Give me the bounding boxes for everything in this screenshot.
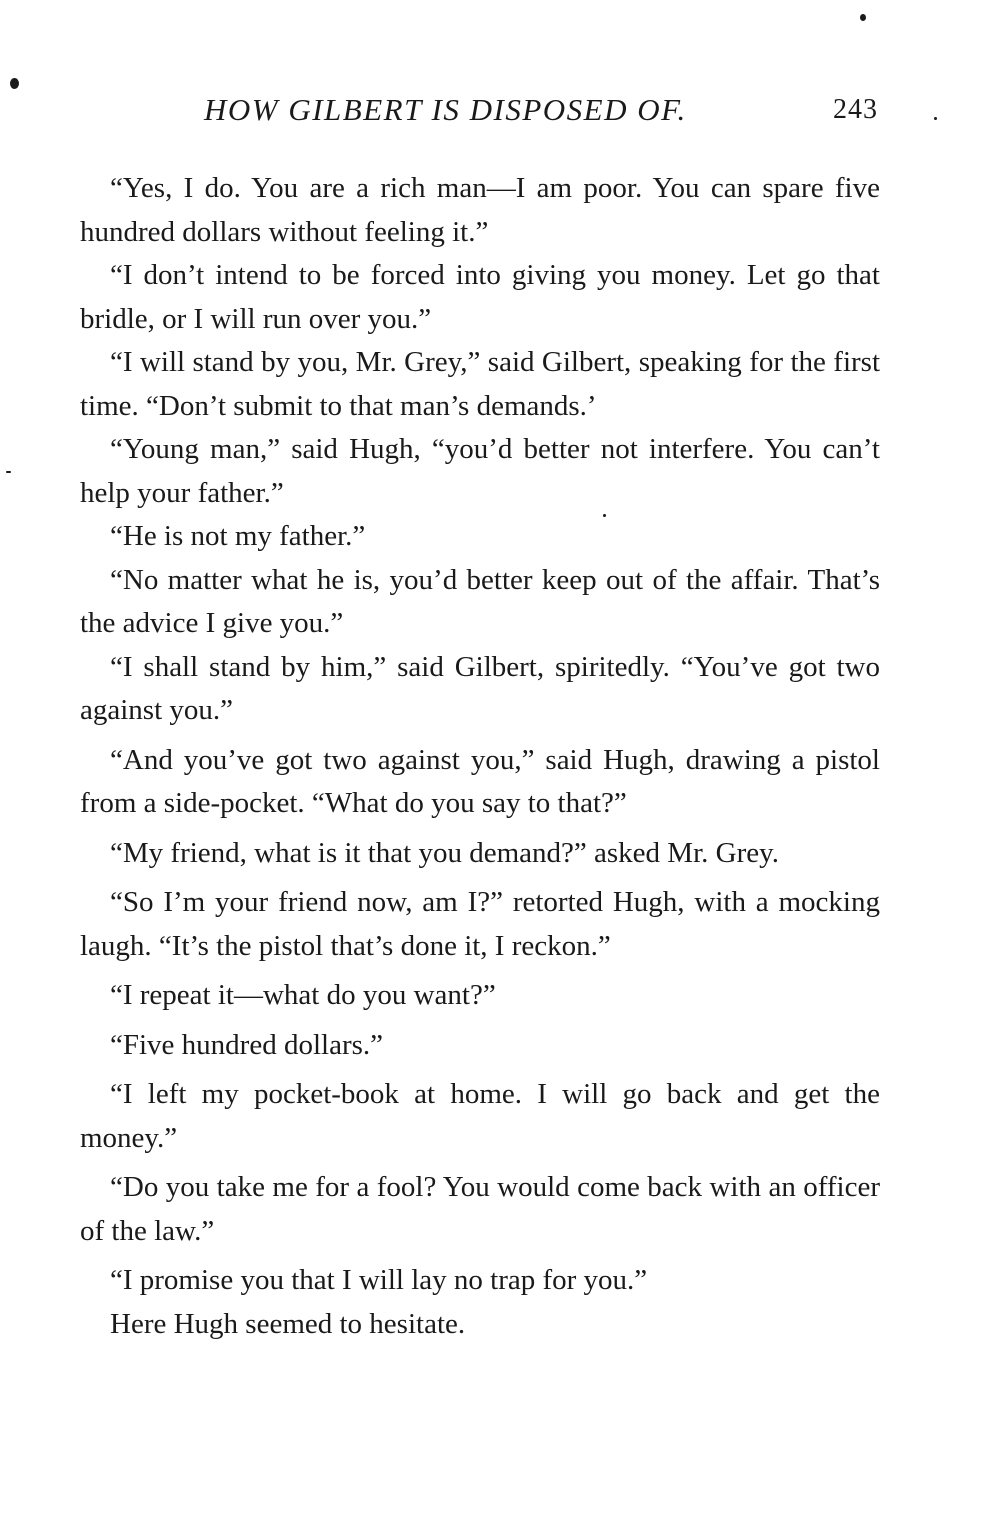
- text-body: [80, 167, 880, 1346]
- paragraph: “I left my pocket-book at home. I will go back and get the money.”: [80, 1078, 880, 1154]
- paragraph: “My friend, what is it that you demand?” asked Mr. Grey.: [110, 836, 779, 869]
- paragraph: “I promise you that I will lay no trap for you.”: [110, 1264, 648, 1296]
- running-head: HOW GILBERT IS DISPOSED OF.: [204, 92, 687, 127]
- paragraph: “So I’m your friend now, am I?” retorted Hugh, with a mocking laugh. “It’s the pistol that’s done it, I reckon.”: [80, 886, 880, 962]
- paragraph: “He is not my father.”: [110, 520, 366, 552]
- paragraph: “I repeat it—what do you want?”: [110, 979, 496, 1011]
- paragraph: “Do you take me for a fool? You would come back with an officer of the law.”: [80, 1171, 880, 1247]
- page-header: [80, 88, 880, 132]
- paragraph: “Yes, I do. You are a rich man—I am poor. You can spare five hundred dollars without feeling it.”: [80, 172, 880, 248]
- paragraph: “I don’t intend to be forced into giving you money. Let go that bridle, or I will run over you.”: [80, 259, 880, 335]
- page-number: 243: [833, 94, 878, 125]
- ink-speck-left-margin: [6, 471, 11, 473]
- paragraph: “And you’ve got two against you,” said Hugh, drawing a pistol from a side-pocket. “What do you say to that?”: [80, 743, 880, 819]
- paragraph: “No matter what he is, you’d better keep out of the affair. That’s the advice I give you.”: [80, 563, 880, 639]
- ink-speck-right-margin: [934, 117, 937, 120]
- ink-speck-top-left: [10, 78, 19, 89]
- paragraph: Here Hugh seemed to hesitate.: [110, 1307, 466, 1340]
- paragraph: “Young man,” said Hugh, “you’d better not interfere. You can’t help your father.”: [80, 433, 880, 509]
- ink-speck-top-right: [860, 14, 866, 21]
- paragraph: “I shall stand by him,” said Gilbert, spiritedly. “You’ve got two against you.”: [80, 650, 880, 726]
- paragraph: “I will stand by you, Mr. Grey,” said Gilbert, speaking for the first time. “Don’t submit to that man’s demands.’: [80, 346, 880, 422]
- paragraph: “Five hundred dollars.”: [110, 1028, 384, 1061]
